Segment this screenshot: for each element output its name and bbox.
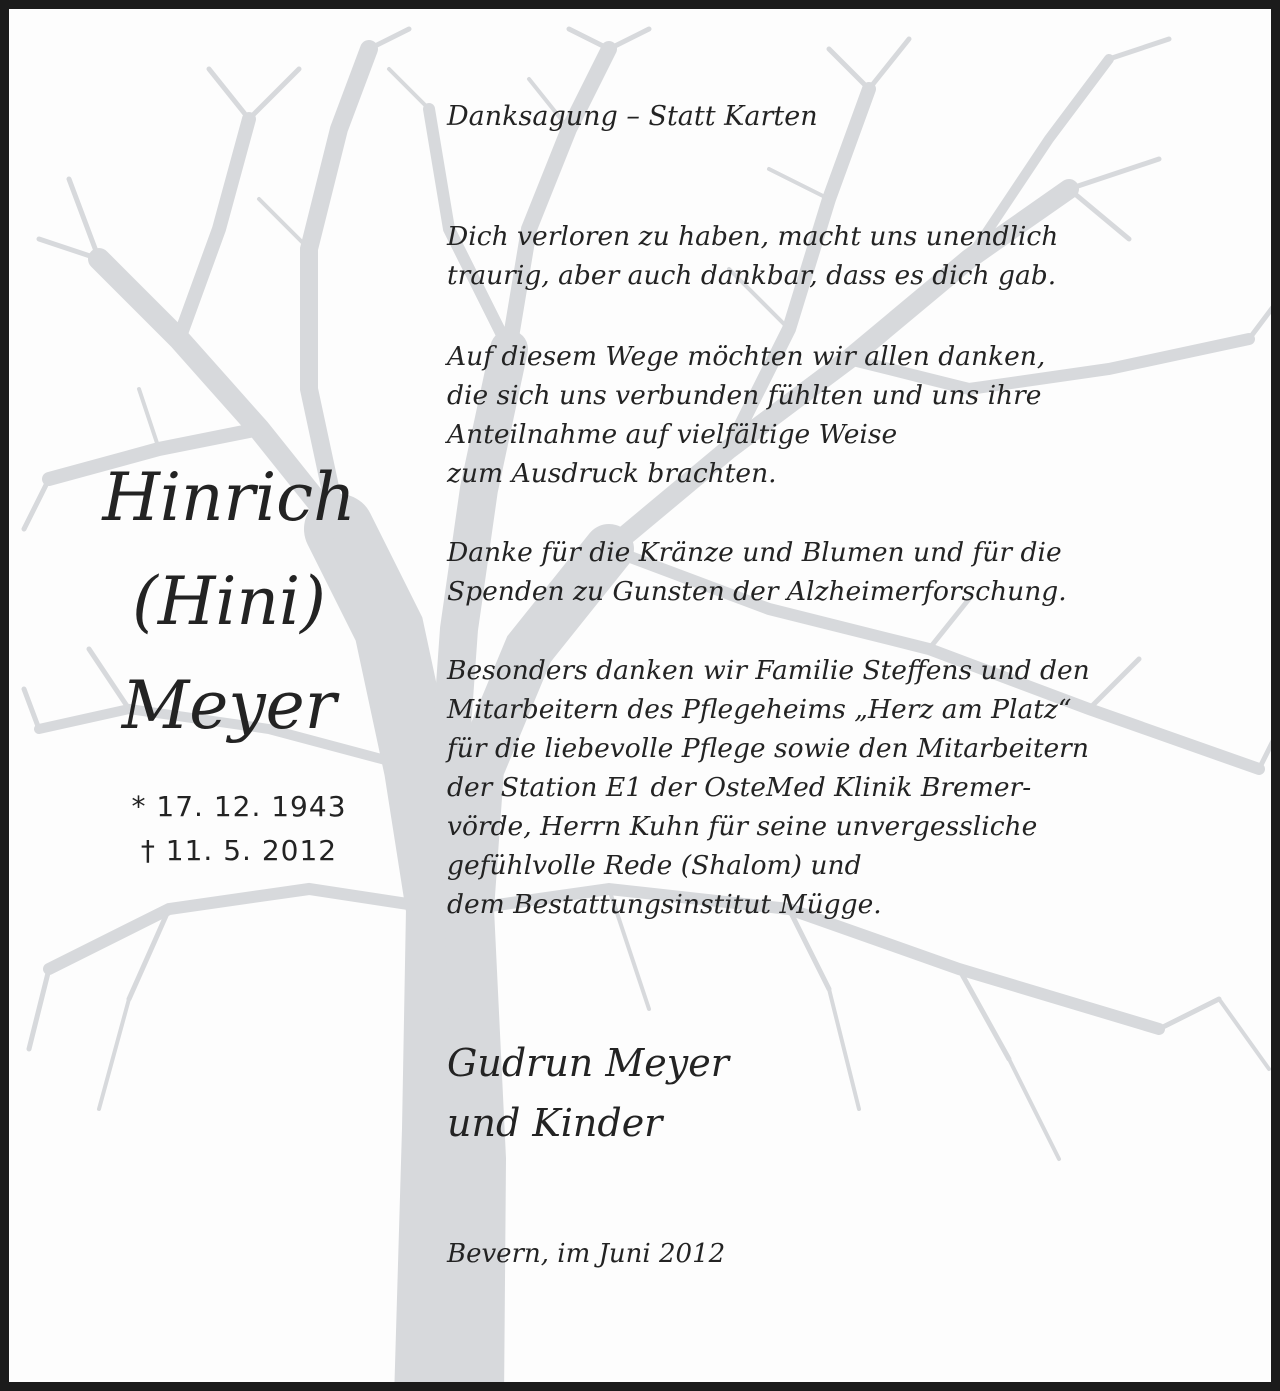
text-line: Auf diesem Wege möchten wir allen danken, [447, 341, 1046, 372]
text-line: die sich uns verbunden fühlten und uns ihre [447, 380, 1042, 411]
text-line: vörde, Herrn Kuhn für seine unvergessliche [447, 811, 1038, 842]
name-line: Hinrich [102, 459, 356, 536]
thanks-paragraph-2 [447, 337, 1045, 493]
text-line: traurig, aber auch dankbar, dass es dich gab. [447, 260, 1057, 291]
text-line: Spenden zu Gunsten der Alzheimerforschung. [447, 576, 1067, 607]
life-dates [49, 785, 429, 873]
text-line: der Station E1 der OsteMed Klinik Bremer- [447, 772, 1032, 803]
signature [447, 1033, 729, 1153]
thanks-paragraph-1 [447, 217, 1058, 295]
notice-heading: Danksagung – Statt Karten [447, 101, 818, 132]
text-line: gefühlvolle Rede (Shalom) und [447, 850, 862, 881]
thanks-paragraph-3 [447, 533, 1067, 611]
deceased-name [49, 446, 409, 758]
text-line: Anteilnahme auf vielfältige Weise [447, 419, 898, 450]
text-line: Mitarbeitern des Pflegeheims „Herz am Platz“ [447, 694, 1072, 725]
name-line: Meyer [121, 667, 337, 744]
text-line: Dich verloren zu haben, macht uns unendlich [447, 221, 1059, 252]
signature-line: Gudrun Meyer [447, 1041, 729, 1085]
text-line: Besonders danken wir Familie Steffens und den [447, 655, 1090, 686]
signature-line: und Kinder [447, 1101, 663, 1145]
text-line: zum Ausdruck brachten. [447, 458, 777, 489]
name-line: (Hini) [132, 563, 326, 640]
place-and-date: Bevern, im Juni 2012 [447, 1239, 726, 1269]
death-date: † 11. 5. 2012 [140, 834, 338, 867]
text-line: für die liebevolle Pflege sowie den Mitarbeitern [447, 733, 1089, 764]
text-line: Danke für die Kränze und Blumen und für die [447, 537, 1062, 568]
birth-date: * 17. 12. 1943 [131, 790, 347, 823]
thanks-paragraph-4 [447, 651, 1090, 924]
text-line: dem Bestattungsinstitut Mügge. [447, 889, 882, 920]
